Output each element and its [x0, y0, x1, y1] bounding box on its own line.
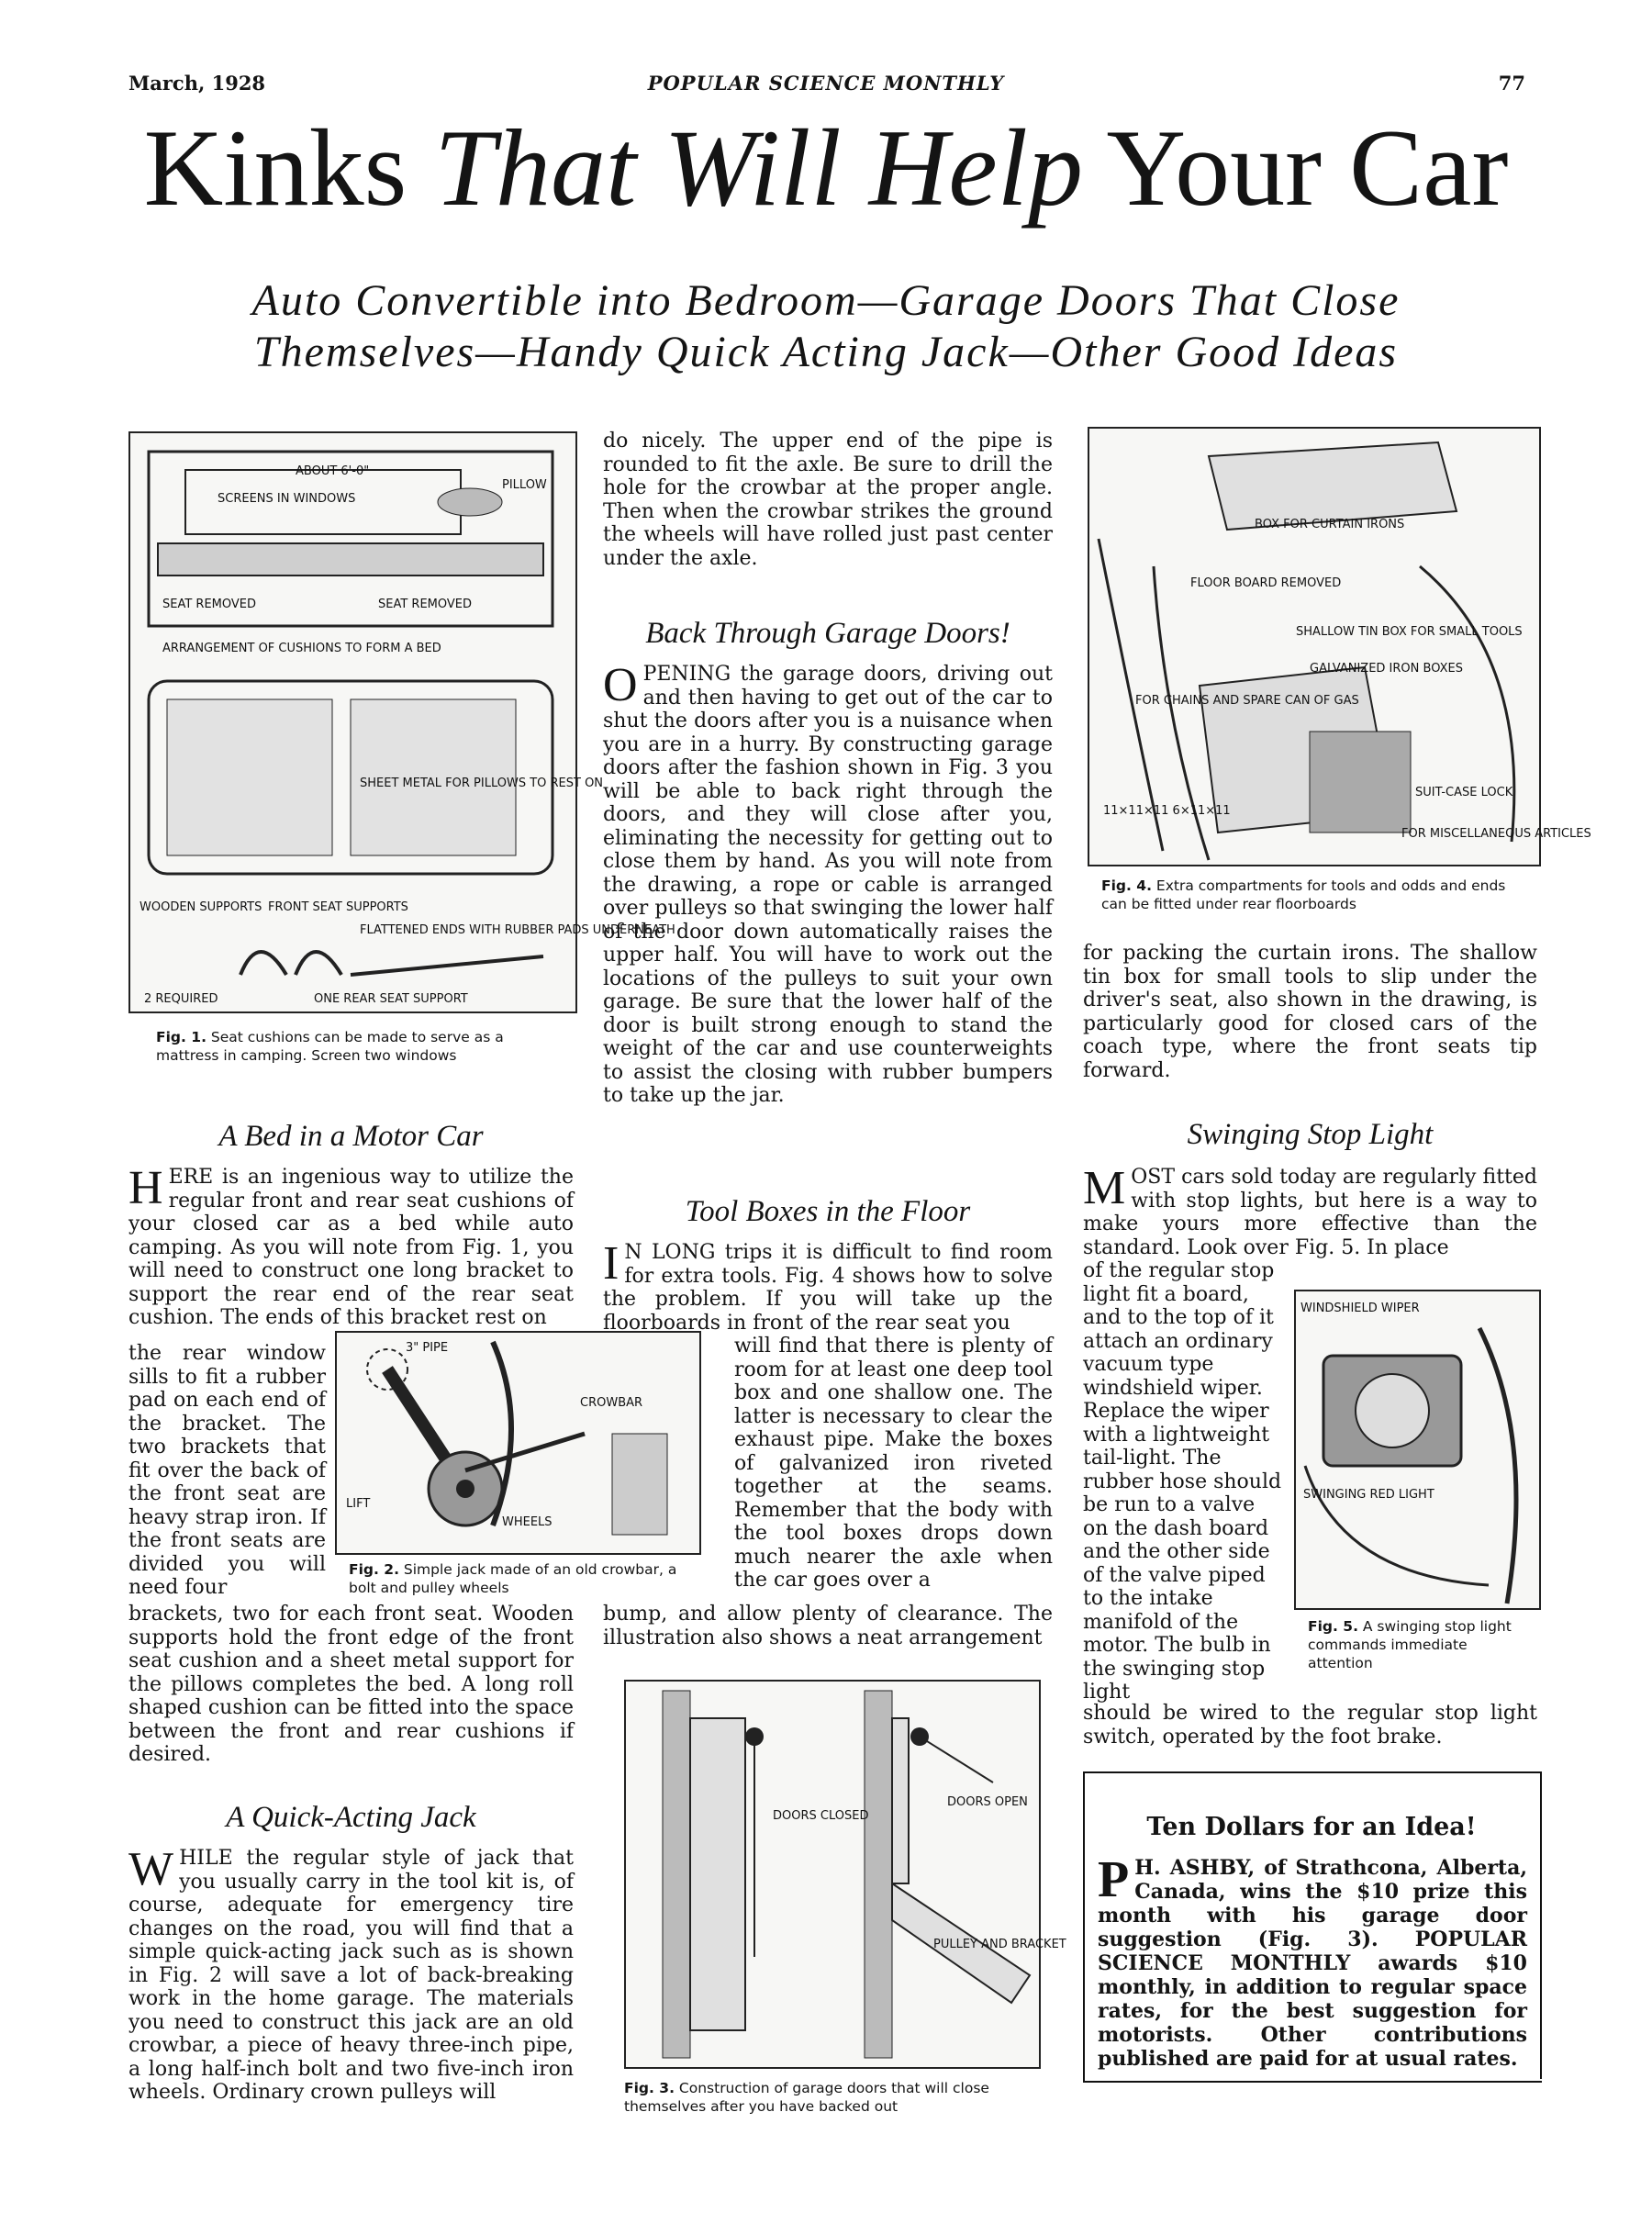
fig1-label-wooden: WOODEN SUPPORTS — [140, 900, 262, 914]
column-3-continuation: for packing the curtain irons. The shallow tin box for small tools to slip under the driver's seat, also shown in the drawing, is particularly good for closed cars of the coach type, where the front seats tip forward. — [1083, 942, 1537, 1082]
figure-4-caption — [1101, 877, 1524, 913]
fig4-label-box-curtain: BOX FOR CURTAIN IRONS — [1255, 518, 1405, 531]
section-body-bed — [128, 1162, 574, 1330]
drop-cap-garage: O — [603, 659, 638, 711]
stop-text-1: OST cars sold today are regularly fitted with stop lights, but here is a way to make yours more effective than the standard. Look over Fig. 5. In place — [1083, 1166, 1537, 1259]
figure-1-caption-text: Seat cushions can be made to serve as a mattress in camping. Screen two windows — [156, 1029, 504, 1064]
fig3-label-pulley: PULLEY AND BRACKET — [933, 1938, 1066, 1951]
prize-heading: Ten Dollars for an Idea! — [1146, 1813, 1477, 1841]
figure-1-caption — [156, 1028, 564, 1065]
fig4-label-floor-board: FLOOR BOARD REMOVED — [1190, 576, 1342, 590]
section-heading-tool: Tool Boxes in the Floor — [685, 1195, 971, 1228]
fig3-label-open: DOORS OPEN — [947, 1795, 1028, 1809]
figure-4-caption-label: Fig. 4. — [1101, 877, 1152, 894]
fig4-label-dims: 11×11×11 6×11×11 — [1103, 804, 1231, 818]
figure-5-caption-label: Fig. 5. — [1308, 1618, 1358, 1635]
drop-cap-jack: W — [128, 1843, 174, 1895]
drop-cap-tool: I — [603, 1237, 620, 1290]
fig4-label-shallow: SHALLOW TIN BOX FOR SMALL TOOLS — [1296, 625, 1523, 639]
figure-5-caption — [1308, 1617, 1533, 1672]
figure-5-caption-text: A swinging stop light commands immediate attention — [1308, 1618, 1512, 1671]
fig5-label-red: SWINGING RED LIGHT — [1303, 1488, 1434, 1502]
section-body-jack — [128, 1843, 574, 2105]
fig4-label-misc: FOR MISCELLANEOUS ARTICLES — [1401, 827, 1591, 841]
drop-cap-bed: H — [128, 1162, 163, 1214]
figure-3-caption-text: Construction of garage doors that will close themselves after you have backed out — [624, 2080, 989, 2115]
bed-text-narrow: the rear window sills to fit a rubber pad on each end of the bracket. The two brackets that fit over the back of the front seat are heavy strap iron. If the front seats are divided you will need four — [128, 1342, 326, 1599]
figure-5-drawing — [1294, 1290, 1541, 1610]
column-2-continuation: do nicely. The upper end of the pipe is rounded to fit the axle. Be sure to drill the hole for the crowbar at the proper angle. Then when the crowbar strikes the ground the wheels will have rolled just past center under the axle. — [603, 430, 1053, 570]
fig1-label-screens: SCREENS IN WINDOWS — [218, 492, 356, 506]
fig2-label-wheels: WHEELS — [502, 1515, 553, 1529]
fig4-label-chains: FOR CHAINS AND SPARE CAN OF GAS — [1135, 694, 1359, 708]
fig3-label-closed: DOORS CLOSED — [773, 1809, 869, 1823]
fig1-label-sheet-metal: SHEET METAL FOR PILLOWS TO REST ON — [360, 777, 604, 790]
drop-cap-prize: P — [1098, 1851, 1130, 1908]
fig4-label-galvanized: GALVANIZED IRON BOXES — [1310, 662, 1463, 676]
figure-3-caption-label: Fig. 3. — [624, 2080, 675, 2096]
section-body-stop — [1083, 1162, 1537, 1259]
fig1-label-two-required: 2 REQUIRED — [144, 992, 218, 1006]
figure-1-caption-label: Fig. 1. — [156, 1029, 206, 1045]
subtitle-line-1: Auto Convertible into Bedroom—Garage Doors That Close — [251, 276, 1401, 325]
jack-text: HILE the regular style of jack that you usually carry in the tool kit is, of course, adequate for emergency tire changes on the road, you will find that a simple quick-acting jack such as is shown in Fig. 2 will save a lot of back-breaking work in the home garage. The materials you need to construct this jack are an old crowbar, a piece of heavy three-inch pipe, a long half-inch bolt and two five-inch iron wheels. Ordinary crown pulleys will — [128, 1847, 574, 2104]
figure-2-caption — [349, 1560, 693, 1597]
title-part-3: Your Car — [1082, 106, 1509, 229]
stop-text-rest: should be wired to the regular stop light switch, operated by the foot brake. — [1083, 1702, 1537, 1749]
fig1-label-rear-support: ONE REAR SEAT SUPPORT — [314, 992, 468, 1006]
drop-cap-stop: M — [1083, 1162, 1126, 1214]
bed-text-1: ERE is an ingenious way to utilize the regular front and rear seat cushions of your closed car as a bed while auto camping. As you will note from Fig. 1, you will need to construct one long bracket to support the rear end of the rear seat cushion. The ends of this bracket rest on — [128, 1166, 574, 1329]
figure-1-drawing — [128, 431, 675, 1013]
fig4-label-suitcase: SUIT-CASE LOCK — [1415, 786, 1513, 799]
tool-text-1: N LONG trips it is difficult to find room for extra tools. Fig. 4 shows how to solve the problem. If you will take up the floorboards in front of the rear seat you — [603, 1241, 1053, 1335]
fig2-label-lift: LIFT — [346, 1497, 371, 1511]
figure-4-caption-text: Extra compartments for tools and odds and ends can be fitted under rear floorboards — [1101, 877, 1506, 912]
figure-2-caption-text: Simple jack made of an old crowbar, a bolt and pulley wheels — [349, 1561, 677, 1596]
title-part-2: That Will Help — [434, 106, 1083, 229]
section-body-tool — [603, 1237, 1053, 1335]
figure-2-drawing — [335, 1331, 701, 1555]
section-body-garage — [603, 659, 1053, 1108]
fig2-label-pipe: 3" PIPE — [406, 1341, 449, 1355]
fig1-label-arrangement: ARRANGEMENT OF CUSHIONS TO FORM A BED — [162, 642, 441, 655]
garage-text: PENING the garage doors, driving out and then having to get out of the car to shut the doors after you is a nuisance when you are in a hurry. By constructing garage doors after the fashion shown in Fig. 3 you will be able to back right through the doors, and they will close after you, eliminating the necessity for getting out to close them by hand. As you will note from the drawing, a rope or cable is arranged over pulleys so that swinging the lower half of the door down automatically raises the upper half. You will have to work out the locations of the pulleys to suit your own garage. Be sure that the lower half of the door is built strong enough to stand the weight of the car and use counterweights to assist the closing with rubber bumpers to take up the jar. — [603, 663, 1053, 1107]
prize-text: H. ASHBY, of Strathcona, Alberta, Canada, wins the $10 prize this month with his garage door suggestion (Fig. 3). POPULAR SCIENCE MONTHLY awards $10 monthly, in addition to regular space rates, for the best suggestion for motorists. Other contributions published are paid for at usual rates. — [1098, 1856, 1527, 2071]
section-heading-garage: Back Through Garage Doors! — [645, 617, 1010, 650]
tool-text-rest: bump, and allow plenty of clearance. The illustration also shows a neat arrangement — [603, 1603, 1053, 1649]
section-heading-jack: A Quick-Acting Jack — [226, 1801, 476, 1834]
prize-body — [1098, 1851, 1527, 2071]
subtitle-line-2: Themselves—Handy Quick Acting Jack—Other Good Ideas — [253, 328, 1399, 376]
fig1-label-seat-removed-left: SEAT REMOVED — [162, 598, 257, 611]
figure-4-drawing — [1088, 427, 1591, 866]
bed-text-rest: brackets, two for each front seat. Wooden supports hold the front edge of the front seat cushion and a sheet metal support for the pillows completes the bed. A long roll shaped cushion can be fitted into the space between the front and rear cushions if desired. — [128, 1603, 574, 1766]
fig5-label-wiper: WINDSHIELD WIPER — [1300, 1302, 1420, 1315]
article-title — [0, 108, 1652, 228]
magazine-name: POPULAR SCIENCE MONTHLY — [647, 72, 1005, 95]
fig1-label-front-seat: FRONT SEAT SUPPORTS — [268, 900, 408, 914]
stop-text-narrow: of the regular stop light fit a board, and to the top of it attach an ordinary vacuum type windshield wiper. Replace the wiper with a lightweight tail-light. The rubber hose should be run to a valve on the dash board and the other side of the valve piped to the intake manifold of the motor. The bulb in the swinging stop light — [1083, 1259, 1282, 1704]
fig2-label-crowbar: CROWBAR — [580, 1396, 643, 1410]
section-heading-stop: Swinging Stop Light — [1187, 1118, 1434, 1151]
tool-text-narrow: will find that there is plenty of room for at least one deep tool box and one shallow one. The latter is necessary to clear the exhaust pipe. Make the boxes of galvanized iron riveted together at the seams. Remember that the body with the tool boxes drops down much nearer the axle when the car goes over a — [734, 1335, 1053, 1592]
fig1-label-flattened: FLATTENED ENDS WITH RUBBER PADS UNDERNEATH — [360, 923, 675, 937]
fig1-label-seat-removed-right: SEAT REMOVED — [378, 598, 473, 611]
fig1-label-pillow: PILLOW — [502, 478, 547, 492]
page-number: 77 — [1498, 72, 1525, 95]
figure-2-caption-label: Fig. 2. — [349, 1561, 399, 1578]
fig1-label-about: ABOUT 6'-0" — [296, 464, 370, 478]
figure-3-caption — [624, 2079, 1037, 2116]
prize-box-rule — [1540, 1771, 1542, 2079]
issue-date: March, 1928 — [128, 72, 266, 95]
section-heading-bed: A Bed in a Motor Car — [218, 1120, 484, 1153]
figure-3-drawing — [624, 1680, 1066, 2069]
title-part-1: Kinks — [143, 106, 435, 229]
